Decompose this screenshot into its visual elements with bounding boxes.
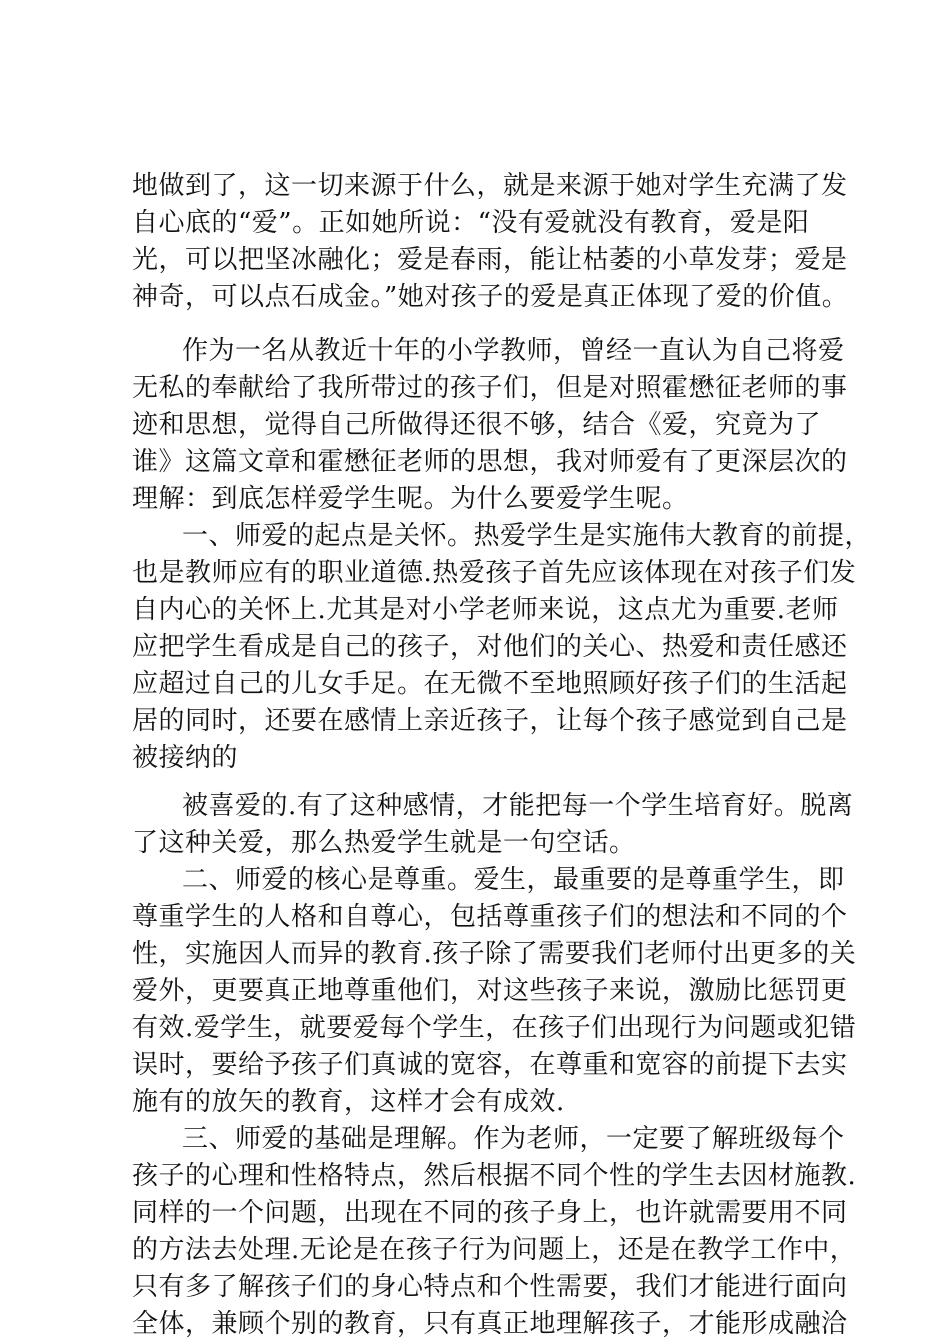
paragraph-line: 被接纳的 xyxy=(132,743,239,773)
paragraph-line: 了这种关爱，那么热爱学生就是一句空话。 xyxy=(132,828,636,858)
paragraph-line: 无私的奉献给了我所带过的孩子们，但是对照霍懋征老师的事 xyxy=(132,373,848,403)
paragraph-line: 孩子的心理和性格特点，然后根据不同个性的学生去因材施教. xyxy=(132,1161,857,1191)
paragraph-line: 三、师爱的基础是理解。作为老师，一定要了解班级每个 xyxy=(182,1124,845,1154)
paragraph-line: 同样的一个问题，出现在不同的孩子身上，也许就需要用不同 xyxy=(132,1198,848,1228)
paragraph-line: 有效.爱学生，就要爱每个学生，在孩子们出现行为问题或犯错 xyxy=(132,1013,857,1043)
paragraph-line: 自内心的关怀上.尤其是对小学老师来说，这点尤为重要.老师 xyxy=(132,595,839,625)
paragraph-line: 也是教师应有的职业道德.热爱孩子首先应该体现在对孩子们发 xyxy=(132,558,857,588)
paragraph-line: 迹和思想，觉得自己所做得还很不够，结合《爱，究竟为了 xyxy=(132,410,822,440)
paragraph-line: 误时，要给予孩子们真诚的宽容，在尊重和宽容的前提下去实 xyxy=(132,1050,848,1080)
paragraph-line: 只有多了解孩子们的身心特点和个性需要，我们才能进行面向 xyxy=(132,1272,848,1302)
paragraph-line: 光，可以把坚冰融化；爱是春雨，能让枯萎的小草发芽；爱是 xyxy=(132,245,848,275)
paragraph-line: 居的同时，还要在感情上亲近孩子，让每个孩子感觉到自己是 xyxy=(132,706,848,736)
paragraph-line: 理解：到底怎样爱学生呢。为什么要爱学生呢。 xyxy=(132,484,689,514)
paragraph-line: 应把学生看成是自己的孩子，对他们的关心、热爱和责任感还 xyxy=(132,632,848,662)
paragraph-line: 作为一名从教近十年的小学教师，曾经一直认为自己将爱 xyxy=(182,336,845,366)
paragraph-line: 被喜爱的.有了这种感情，才能把每一个学生培育好。脱离 xyxy=(182,791,854,821)
paragraph-line: 的方法去处理.无论是在孩子行为问题上，还是在教学工作中， xyxy=(132,1235,857,1265)
paragraph-line: 全体，兼顾个别的教育，只有真正地理解孩子，才能形成融洽 xyxy=(132,1309,848,1339)
paragraph-line: 地做到了，这一切来源于什么，就是来源于她对学生充满了发 xyxy=(132,171,848,201)
paragraph-line: 自心底的“爱”。正如她所说：“没有爱就没有教育，爱是阳 xyxy=(132,208,810,238)
paragraph-line: 二、师爱的核心是尊重。爱生，最重要的是尊重学生，即 xyxy=(182,865,845,895)
paragraph-line: 爱外，更要真正地尊重他们，对这些孩子来说，激励比惩罚更 xyxy=(132,976,848,1006)
paragraph-line: 一、师爱的起点是关怀。热爱学生是实施伟大教育的前提， xyxy=(182,521,872,551)
paragraph-line: 谁》这篇文章和霍懋征老师的思想，我对师爱有了更深层次的 xyxy=(132,447,848,477)
paragraph-line: 尊重学生的人格和自尊心，包括尊重孩子们的想法和不同的个 xyxy=(132,902,848,932)
paragraph-line: 性，实施因人而异的教育.孩子除了需要我们老师付出更多的关 xyxy=(132,939,857,969)
paragraph-line: 应超过自己的儿女手足。在无微不至地照顾好孩子们的生活起 xyxy=(132,669,848,699)
paragraph-line: 施有的放矢的教育，这样才会有成效. xyxy=(132,1087,565,1117)
paragraph-line: 神奇，可以点石成金。”她对孩子的爱是真正体现了爱的价值。 xyxy=(132,282,849,312)
